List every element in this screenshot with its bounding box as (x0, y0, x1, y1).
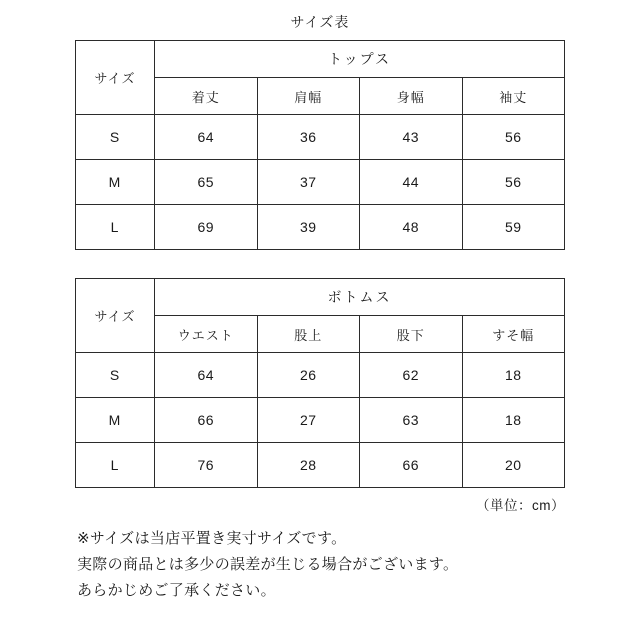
bottoms-cell-1-1: 27 (257, 398, 360, 443)
tops-group-label: トップス (155, 41, 565, 78)
tops-cell-1-0: 65 (155, 160, 258, 205)
tops-cell-1-3: 56 (462, 160, 565, 205)
tops-cell-2-3: 59 (462, 205, 565, 250)
bottoms-size-header: サイズ (76, 279, 155, 353)
tops-cell-0-3: 56 (462, 115, 565, 160)
bottoms-column-header-2: 股下 (360, 316, 463, 353)
bottoms-column-header-0: ウエスト (155, 316, 258, 353)
tops-cell-2-0: 69 (155, 205, 258, 250)
tops-cell-1-2: 44 (360, 160, 463, 205)
table-row (76, 398, 565, 443)
tops-cell-0-1: 36 (257, 115, 360, 160)
tops-cell-0-0: 64 (155, 115, 258, 160)
tops-cell-1-1: 37 (257, 160, 360, 205)
table-row (76, 443, 565, 488)
tops-cell-2-1: 39 (257, 205, 360, 250)
tops-cell-0-2: 43 (360, 115, 463, 160)
bottoms-cell-2-1: 28 (257, 443, 360, 488)
table-row (76, 160, 565, 205)
bottoms-cell-0-1: 26 (257, 353, 360, 398)
unit-note: （単位：cm） (476, 498, 565, 513)
bottoms-column-header-3: すそ幅 (462, 316, 565, 353)
tops-size-table (75, 40, 565, 250)
table-row-group-header (76, 279, 565, 316)
tops-row-size-0: S (76, 115, 155, 160)
bottoms-cell-0-0: 64 (155, 353, 258, 398)
tops-column-header-1: 肩幅 (257, 78, 360, 115)
page-title: サイズ表 (290, 14, 350, 30)
note-line-2: あらかじめご了承ください。 (77, 581, 276, 599)
tops-table-wrapper (75, 40, 565, 250)
bottoms-group-label: ボトムス (155, 279, 565, 316)
bottoms-row-size-0: S (76, 353, 155, 398)
note-line-1: 実際の商品とは多少の誤差が生じる場合がございます。 (77, 555, 459, 573)
bottoms-column-header-1: 股上 (257, 316, 360, 353)
tops-column-header-0: 着丈 (155, 78, 258, 115)
bottoms-cell-1-0: 66 (155, 398, 258, 443)
table-row (76, 115, 565, 160)
bottoms-cell-1-2: 63 (360, 398, 463, 443)
table-row (76, 353, 565, 398)
tops-row-size-1: M (76, 160, 155, 205)
tops-row-size-2: L (76, 205, 155, 250)
bottoms-cell-0-3: 18 (462, 353, 565, 398)
bottoms-cell-2-3: 20 (462, 443, 565, 488)
disclaimer-notes (73, 526, 567, 603)
bottoms-cell-2-2: 66 (360, 443, 463, 488)
bottoms-row-size-1: M (76, 398, 155, 443)
tops-column-header-3: 袖丈 (462, 78, 565, 115)
tops-size-header: サイズ (76, 41, 155, 115)
table-row (76, 205, 565, 250)
bottoms-table-wrapper (75, 278, 565, 488)
bottoms-cell-1-3: 18 (462, 398, 565, 443)
bottoms-row-size-2: L (76, 443, 155, 488)
tops-cell-2-2: 48 (360, 205, 463, 250)
table-row-group-header (76, 41, 565, 78)
bottoms-cell-0-2: 62 (360, 353, 463, 398)
table-spacer (0, 250, 640, 278)
tops-column-header-2: 身幅 (360, 78, 463, 115)
bottoms-size-table (75, 278, 565, 488)
bottoms-cell-2-0: 76 (155, 443, 258, 488)
note-line-0: ※サイズは当店平置き実寸サイズです。 (77, 530, 347, 547)
